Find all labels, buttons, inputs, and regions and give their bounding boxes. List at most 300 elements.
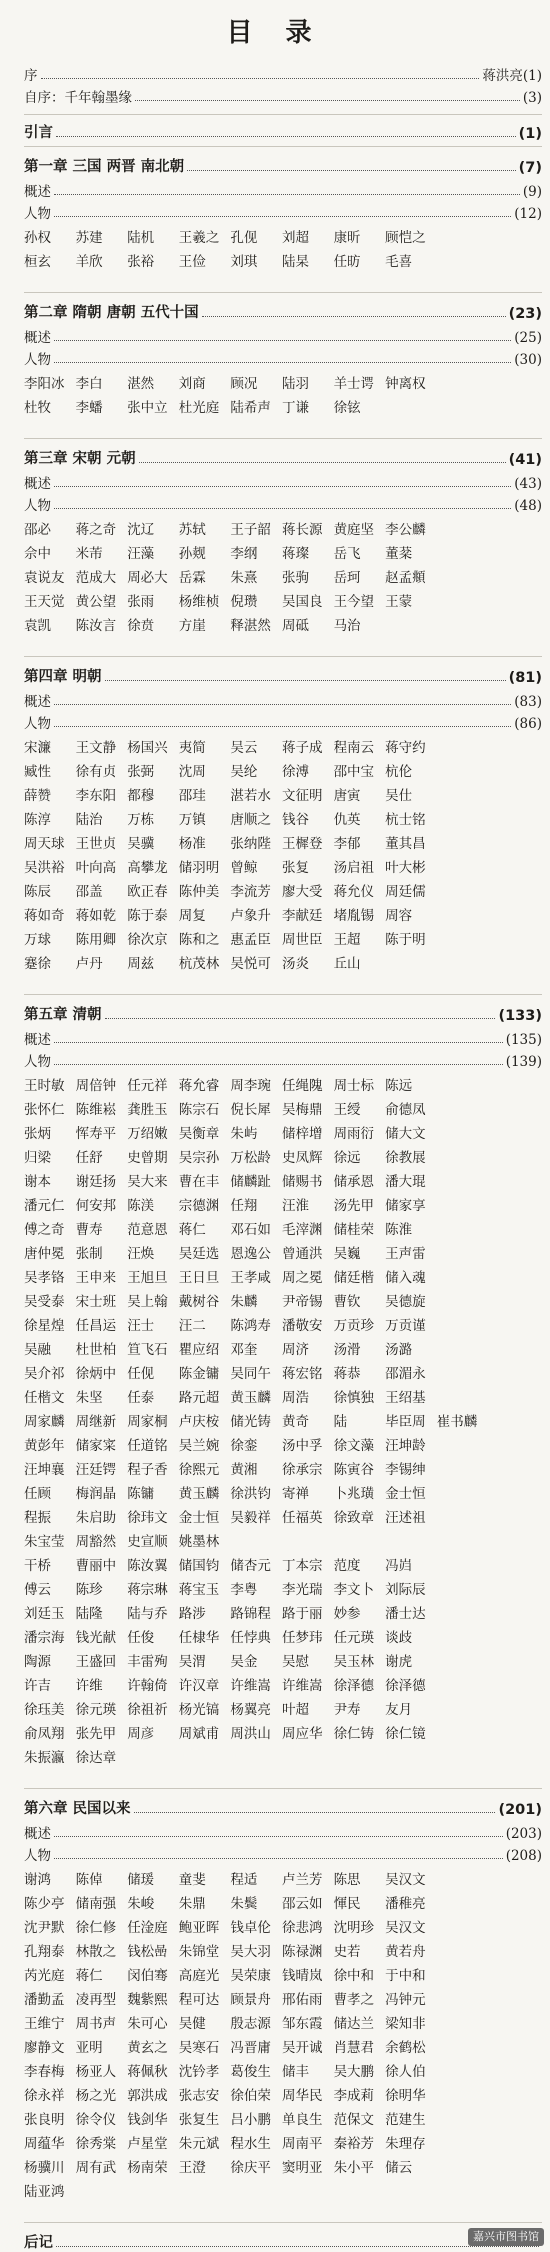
person-name[interactable]: 李锡绅: [385, 1462, 426, 1478]
person-name[interactable]: 顾景舟: [230, 1992, 271, 2008]
person-name[interactable]: 金士恒: [178, 1510, 220, 1526]
person-name[interactable]: 谢本: [24, 1174, 51, 1190]
person-name[interactable]: 俞德凤: [385, 1102, 426, 1118]
person-name[interactable]: 朱元斌: [178, 2136, 220, 2152]
person-name[interactable]: 湛若水: [230, 788, 271, 804]
person-name[interactable]: 宗德渊: [178, 1198, 220, 1214]
person-name[interactable]: 徐洪钧: [230, 1486, 271, 1502]
person-name[interactable]: 徐教展: [385, 1150, 426, 1166]
person-name[interactable]: 周复: [178, 908, 206, 924]
person-name[interactable]: 周李琬: [230, 1078, 271, 1094]
person-name[interactable]: 陆机: [127, 230, 155, 246]
person-name[interactable]: 史凤辉: [281, 1150, 323, 1166]
person-name[interactable]: 何安邦: [75, 1198, 117, 1214]
person-name[interactable]: 潘士达: [385, 1606, 426, 1622]
person-name[interactable]: 潘宗海: [24, 1630, 65, 1646]
person-name[interactable]: 郭洪成: [127, 2088, 168, 2104]
person-name[interactable]: 任梦玮: [281, 1630, 323, 1646]
person-name[interactable]: 薛赞: [24, 788, 51, 804]
person-name[interactable]: 王孝咸: [230, 1270, 271, 1286]
person-name[interactable]: 陈渼: [127, 1198, 155, 1214]
person-name[interactable]: 妙参: [333, 1606, 361, 1622]
person-name[interactable]: 曹钦: [333, 1294, 361, 1310]
person-name[interactable]: 王樨登: [281, 836, 323, 852]
person-name[interactable]: 吴梅鼎: [281, 1102, 323, 1118]
person-name[interactable]: 汤先甲: [333, 1198, 375, 1214]
person-name[interactable]: 吴受泰: [24, 1294, 65, 1310]
person-name[interactable]: 陈思: [333, 1872, 361, 1888]
person-name[interactable]: 王今望: [333, 594, 375, 610]
person-name[interactable]: 吴巍: [333, 1246, 361, 1262]
person-name[interactable]: 陆治: [75, 812, 103, 828]
person-name[interactable]: 陈维崧: [75, 1102, 117, 1118]
person-name[interactable]: 孔翔泰: [24, 1944, 65, 1960]
person-name[interactable]: 佘中: [24, 546, 51, 562]
person-name[interactable]: 任淦庭: [127, 1920, 168, 1936]
person-name[interactable]: 万松龄: [230, 1150, 271, 1166]
person-name[interactable]: 高攀龙: [127, 860, 168, 876]
person-name[interactable]: 凌再型: [75, 1992, 117, 2008]
person-name[interactable]: 蒋如乾: [75, 908, 117, 924]
person-name[interactable]: 汪焕: [127, 1246, 155, 1262]
person-name[interactable]: 谈歧: [385, 1630, 413, 1646]
person-name[interactable]: 史若: [333, 1944, 361, 1960]
person-name[interactable]: 万贡谨: [385, 1318, 426, 1334]
person-name[interactable]: 秦裕芳: [333, 2136, 375, 2152]
person-name[interactable]: 友月: [385, 1702, 413, 1718]
person-name[interactable]: 吴介祁: [24, 1366, 65, 1382]
person-name[interactable]: 徐永祥: [24, 2088, 65, 2104]
person-name[interactable]: 金士恒: [385, 1486, 426, 1502]
person-name[interactable]: 储杏元: [230, 1558, 271, 1574]
person-name[interactable]: 周有武: [75, 2160, 117, 2176]
person-name[interactable]: 史宣顺: [127, 1534, 168, 1550]
person-name[interactable]: 陈于明: [385, 932, 426, 948]
person-name[interactable]: 刘超: [281, 230, 309, 246]
person-name[interactable]: 张良明: [24, 2112, 65, 2128]
person-name[interactable]: 徐泽德: [385, 1678, 426, 1694]
person-name[interactable]: 李阳冰: [24, 376, 65, 392]
person-name[interactable]: 汤滑: [333, 1342, 361, 1358]
person-name[interactable]: 徐仁铸: [333, 1726, 375, 1742]
person-name[interactable]: 邵珪: [178, 788, 206, 804]
person-name[interactable]: 吴仕: [385, 788, 413, 804]
person-name[interactable]: 葛俊生: [230, 2064, 271, 2080]
person-name[interactable]: 徐贲: [127, 618, 155, 634]
person-name[interactable]: 董其昌: [385, 836, 426, 852]
person-name[interactable]: 陈汝翼: [127, 1558, 168, 1574]
person-name[interactable]: 卢象升: [230, 908, 271, 924]
person-name[interactable]: 周廷儒: [385, 884, 426, 900]
person-name[interactable]: 陈用卿: [75, 932, 117, 948]
person-name[interactable]: 岳飞: [333, 546, 361, 562]
person-name[interactable]: 汤炎: [281, 956, 309, 972]
person-name[interactable]: 李文卜: [333, 1582, 375, 1598]
person-name[interactable]: 蒋宝玉: [178, 1582, 220, 1598]
person-name[interactable]: 张复生: [178, 2112, 220, 2128]
person-name[interactable]: 朱屿: [230, 1126, 258, 1142]
person-name[interactable]: 寄禅: [281, 1486, 309, 1502]
person-name[interactable]: 蒋长源: [281, 522, 323, 538]
person-name[interactable]: 钱卓伦: [230, 1920, 271, 1936]
person-name[interactable]: 杨之光: [75, 2088, 117, 2104]
person-name[interactable]: 卜兆璜: [333, 1486, 375, 1502]
person-name[interactable]: 徐有贞: [75, 764, 117, 780]
person-name[interactable]: 鲍亚晖: [178, 1920, 220, 1936]
person-name[interactable]: 储廷楷: [333, 1270, 375, 1286]
person-name[interactable]: 刘廷玉: [24, 1606, 65, 1622]
person-name[interactable]: 储南强: [75, 1896, 117, 1912]
person-name[interactable]: 邓石如: [230, 1222, 271, 1238]
person-name[interactable]: 范度: [333, 1558, 361, 1574]
person-name[interactable]: 徐中和: [333, 1968, 375, 1984]
person-name[interactable]: 任昌运: [75, 1318, 117, 1334]
person-name[interactable]: 周兹: [127, 956, 155, 972]
person-name[interactable]: 吕小鹏: [230, 2112, 271, 2128]
chapter-4-people[interactable]: [24, 710, 542, 732]
person-name[interactable]: 储瑗: [127, 1872, 155, 1888]
person-name[interactable]: 李白: [75, 376, 103, 392]
person-name[interactable]: 徐溥: [281, 764, 309, 780]
person-name[interactable]: 张志安: [178, 2088, 220, 2104]
person-name[interactable]: 周斌甫: [178, 1726, 220, 1742]
person-name[interactable]: 朱理存: [385, 2136, 426, 2152]
person-name[interactable]: 黄公望: [75, 594, 117, 610]
person-name[interactable]: 周家麟: [24, 1414, 65, 1430]
person-name[interactable]: 陈寅谷: [333, 1462, 375, 1478]
person-name[interactable]: 蒋子成: [281, 740, 323, 756]
person-name[interactable]: 肖慧君: [333, 2040, 375, 2056]
person-name[interactable]: 徐悲鸿: [281, 1920, 323, 1936]
person-name[interactable]: 汪述祖: [385, 1510, 426, 1526]
person-name[interactable]: 徐熙元: [178, 1462, 220, 1478]
person-name[interactable]: 吴毅祥: [230, 1510, 271, 1526]
person-name[interactable]: 魏紫熙: [127, 1992, 168, 2008]
person-name[interactable]: 傅之奇: [24, 1222, 65, 1238]
person-name[interactable]: 陈金镛: [178, 1366, 220, 1382]
person-name[interactable]: 吴汉文: [385, 1920, 426, 1936]
person-name[interactable]: 尹寿: [333, 1702, 361, 1718]
chapter-5-heading[interactable]: [24, 1002, 542, 1024]
person-name[interactable]: 钱晴岚: [281, 1968, 323, 1984]
person-name[interactable]: 张弼: [127, 764, 155, 780]
person-name[interactable]: 杨骥川: [24, 2160, 65, 2176]
chapter-2-people[interactable]: [24, 346, 542, 368]
person-name[interactable]: 蒋如奇: [24, 908, 65, 924]
person-name[interactable]: 沈钤孝: [178, 2064, 220, 2080]
person-name[interactable]: 倪长犀: [230, 1102, 271, 1118]
person-name[interactable]: 钟离权: [385, 376, 426, 392]
person-name[interactable]: 倪瓒: [230, 594, 258, 610]
person-name[interactable]: 林散之: [75, 1944, 117, 1960]
person-name[interactable]: 戴树谷: [178, 1294, 220, 1310]
person-name[interactable]: 陈宗石: [178, 1102, 220, 1118]
person-name[interactable]: 储大文: [385, 1126, 426, 1142]
person-name[interactable]: 钱剑华: [127, 2112, 168, 2128]
person-name[interactable]: 周容: [385, 908, 413, 924]
person-name[interactable]: 任楷文: [24, 1390, 65, 1406]
person-name[interactable]: 王蒙: [385, 594, 413, 610]
person-name[interactable]: 杜牧: [24, 400, 51, 416]
person-name[interactable]: 储梓增: [281, 1126, 323, 1142]
person-name[interactable]: 邓奎: [230, 1342, 258, 1358]
person-name[interactable]: 黄若舟: [385, 1944, 426, 1960]
person-name[interactable]: 蒋仁: [75, 1968, 103, 1984]
person-name[interactable]: 黄玄之: [127, 2040, 168, 2056]
person-name[interactable]: 任棣华: [178, 1630, 220, 1646]
person-name[interactable]: 曾通洪: [281, 1246, 323, 1262]
person-name[interactable]: 万球: [24, 932, 51, 948]
person-name[interactable]: 恩逸公: [230, 1246, 271, 1262]
person-name[interactable]: 闵伯骞: [127, 1968, 168, 1984]
person-name[interactable]: 丁谦: [281, 400, 309, 416]
person-name[interactable]: 陈镛: [127, 1486, 155, 1502]
person-name[interactable]: 陆亚鸿: [24, 2184, 65, 2200]
person-name[interactable]: 陈少亭: [24, 1896, 65, 1912]
person-name[interactable]: 周蕴华: [24, 2136, 65, 2152]
person-name[interactable]: 任翔: [230, 1198, 258, 1214]
person-name[interactable]: 都穆: [127, 788, 155, 804]
person-name[interactable]: 储入魂: [385, 1270, 426, 1286]
person-name[interactable]: 袁说友: [24, 570, 65, 586]
person-name[interactable]: 沈尹默: [24, 1920, 65, 1936]
chapter-6-people[interactable]: [24, 1842, 542, 1864]
person-name[interactable]: 邵中宝: [333, 764, 375, 780]
person-name[interactable]: 程南云: [333, 740, 375, 756]
person-name[interactable]: 张制: [75, 1246, 103, 1262]
chapter-5-overview[interactable]: [24, 1026, 542, 1048]
person-name[interactable]: 蒋之奇: [75, 522, 117, 538]
person-name[interactable]: 吴兰婉: [178, 1438, 220, 1454]
person-name[interactable]: 周济: [281, 1342, 309, 1358]
person-name[interactable]: 卢兰芳: [281, 1872, 323, 1888]
person-name[interactable]: 汪淮: [281, 1198, 309, 1214]
person-name[interactable]: 余鹤松: [385, 2040, 426, 2056]
person-name[interactable]: 杨准: [178, 836, 206, 852]
person-name[interactable]: 周豁然: [75, 1534, 117, 1550]
person-name[interactable]: 毛喜: [385, 254, 413, 270]
person-name[interactable]: 范意恩: [127, 1222, 168, 1238]
person-name[interactable]: 陈汝言: [75, 618, 117, 634]
person-name[interactable]: 王维宁: [24, 2016, 65, 2032]
person-name[interactable]: 徐文藻: [333, 1438, 375, 1454]
person-name[interactable]: 李东阳: [75, 788, 117, 804]
person-name[interactable]: 许维: [75, 1678, 103, 1694]
chapter-1-people[interactable]: [24, 200, 542, 222]
person-name[interactable]: 王旭旦: [127, 1270, 168, 1286]
person-name[interactable]: 周继新: [75, 1414, 117, 1430]
person-name[interactable]: 王超: [333, 932, 361, 948]
person-name[interactable]: 张复: [281, 860, 309, 876]
person-name[interactable]: 蒋璨: [281, 546, 309, 562]
chapter-6-overview[interactable]: [24, 1820, 542, 1842]
person-name[interactable]: 任福英: [281, 1510, 323, 1526]
person-name[interactable]: 钱谷: [281, 812, 309, 828]
person-name[interactable]: 朱可心: [127, 2016, 168, 2032]
person-name[interactable]: 干桥: [24, 1558, 51, 1574]
person-name[interactable]: 康昕: [333, 230, 361, 246]
person-name[interactable]: 王日旦: [178, 1270, 220, 1286]
chapter-1-overview[interactable]: [24, 178, 542, 200]
person-name[interactable]: 释湛然: [230, 618, 271, 634]
person-name[interactable]: 王文静: [75, 740, 117, 756]
person-name[interactable]: 任伣: [127, 1366, 155, 1382]
chapter-2-heading[interactable]: [24, 300, 542, 322]
person-name[interactable]: 蒋允睿: [178, 1078, 220, 1094]
person-name[interactable]: 刘际辰: [385, 1582, 426, 1598]
person-name[interactable]: 朱熹: [230, 570, 258, 586]
person-name[interactable]: 朱锦堂: [178, 1944, 220, 1960]
person-name[interactable]: 张驹: [281, 570, 309, 586]
person-name[interactable]: 杜光庭: [178, 400, 220, 416]
person-name[interactable]: 李流芳: [230, 884, 271, 900]
person-name[interactable]: 陶源: [24, 1654, 51, 1670]
person-name[interactable]: 汪士: [127, 1318, 155, 1334]
person-name[interactable]: 陈禄渊: [281, 1944, 323, 1960]
person-name[interactable]: 俞凤翔: [24, 1726, 65, 1742]
person-name[interactable]: 曹丽中: [75, 1558, 117, 1574]
person-name[interactable]: 文征明: [281, 788, 323, 804]
person-name[interactable]: 王申来: [75, 1270, 117, 1286]
person-name[interactable]: 吴孝铬: [24, 1270, 65, 1286]
person-name[interactable]: 徐次京: [127, 932, 168, 948]
person-name[interactable]: 储桂荣: [333, 1222, 375, 1238]
person-name[interactable]: 窦明亚: [281, 2160, 323, 2176]
person-name[interactable]: 吴开诚: [281, 2040, 323, 2056]
person-name[interactable]: 周洪山: [230, 1726, 271, 1742]
person-name[interactable]: 堵胤锡: [333, 908, 375, 924]
person-name[interactable]: 王绍基: [385, 1390, 426, 1406]
person-name[interactable]: 吴荣康: [230, 1968, 271, 1984]
person-name[interactable]: 徐仁镜: [385, 1726, 426, 1742]
person-name[interactable]: 汪廷锷: [75, 1462, 117, 1478]
person-name[interactable]: 黄玉麟: [230, 1390, 271, 1406]
person-name[interactable]: 孔伣: [230, 230, 258, 246]
person-name[interactable]: 徐令仪: [75, 2112, 117, 2128]
person-name[interactable]: 徐祖祈: [127, 1702, 168, 1718]
person-name[interactable]: 范保文: [333, 2112, 375, 2128]
person-name[interactable]: 廖静文: [24, 2040, 65, 2056]
person-name[interactable]: 汪坤龄: [385, 1438, 426, 1454]
person-name[interactable]: 朱峻: [127, 1896, 155, 1912]
person-name[interactable]: 陈珍: [75, 1582, 103, 1598]
person-name[interactable]: 米芾: [75, 546, 103, 562]
person-name[interactable]: 陈倬: [75, 1872, 103, 1888]
person-name[interactable]: 任泰: [127, 1390, 155, 1406]
person-name[interactable]: 蒋守约: [385, 740, 426, 756]
person-name[interactable]: 徐銮: [230, 1438, 258, 1454]
person-name[interactable]: 卢丹: [75, 956, 103, 972]
person-name[interactable]: 宋士班: [75, 1294, 117, 1310]
person-name[interactable]: 亚明: [75, 2040, 103, 2056]
person-name[interactable]: 吴融: [24, 1342, 51, 1358]
person-name[interactable]: 徐星煌: [24, 1318, 65, 1334]
person-name[interactable]: 吴渭: [178, 1654, 206, 1670]
person-name[interactable]: 瞿应绍: [178, 1342, 220, 1358]
person-name[interactable]: 臧性: [24, 764, 51, 780]
person-name[interactable]: 张裕: [127, 254, 155, 270]
person-name[interactable]: 李光瑞: [281, 1582, 323, 1598]
person-name[interactable]: 钱松喦: [127, 1944, 168, 1960]
person-name[interactable]: 归梁: [24, 1150, 51, 1166]
person-name[interactable]: 许翰倚: [127, 1678, 168, 1694]
person-name[interactable]: 万镇: [178, 812, 206, 828]
person-name[interactable]: 羊欣: [75, 254, 103, 270]
person-name[interactable]: 杭士铭: [385, 812, 426, 828]
person-name[interactable]: 邹东霞: [281, 2016, 323, 2032]
person-name[interactable]: 杨亚人: [75, 2064, 117, 2080]
person-name[interactable]: 邵必: [24, 522, 51, 538]
person-name[interactable]: 苏轼: [178, 522, 206, 538]
person-name[interactable]: 李公麟: [385, 522, 426, 538]
person-name[interactable]: 潘大琨: [385, 1174, 426, 1190]
person-name[interactable]: 路锦程: [230, 1606, 271, 1622]
person-name[interactable]: 储云: [385, 2160, 413, 2176]
person-name[interactable]: 潘敬安: [281, 1318, 323, 1334]
person-name[interactable]: 吴寒石: [178, 2040, 220, 2056]
person-name[interactable]: 朱振瀛: [24, 1750, 65, 1766]
person-name[interactable]: 储承恩: [333, 1174, 375, 1190]
person-name[interactable]: 吴大来: [127, 1174, 168, 1190]
person-name[interactable]: 李粤: [230, 1582, 258, 1598]
person-name[interactable]: 周必大: [127, 570, 168, 586]
person-name[interactable]: 储家寀: [75, 1438, 117, 1454]
person-name[interactable]: 吴健: [178, 2016, 206, 2032]
person-name[interactable]: 沈辽: [127, 522, 155, 538]
introduction-entry[interactable]: [24, 120, 542, 142]
person-name[interactable]: 路于丽: [281, 1606, 323, 1622]
person-name[interactable]: 周华民: [281, 2088, 323, 2104]
person-name[interactable]: 储赐书: [281, 1174, 323, 1190]
person-name[interactable]: 尹帝锡: [281, 1294, 323, 1310]
person-name[interactable]: 丁本宗: [281, 1558, 323, 1574]
person-name[interactable]: 高庭光: [178, 1968, 220, 1984]
person-name[interactable]: 曹在丰: [178, 1174, 220, 1190]
person-name[interactable]: 周浩: [281, 1390, 309, 1406]
person-name[interactable]: 姚墨林: [178, 1534, 220, 1550]
chapter-3-people[interactable]: [24, 492, 542, 514]
person-name[interactable]: 邵云如: [281, 1896, 323, 1912]
person-name[interactable]: 邵湄永: [385, 1366, 426, 1382]
person-name[interactable]: 储丰: [281, 2064, 309, 2080]
person-name[interactable]: 朱坚: [75, 1390, 103, 1406]
person-name[interactable]: 陈远: [385, 1078, 413, 1094]
person-name[interactable]: 李春梅: [24, 2064, 65, 2080]
person-name[interactable]: 袁凯: [24, 618, 51, 634]
person-name[interactable]: 刘商: [178, 376, 206, 392]
person-name[interactable]: 陆羽: [281, 376, 309, 392]
person-name[interactable]: 欧正春: [127, 884, 168, 900]
person-name[interactable]: 宋濂: [24, 740, 51, 756]
person-name[interactable]: 冯钟元: [385, 1992, 426, 2008]
person-name[interactable]: 崔书麟: [436, 1414, 478, 1430]
person-name[interactable]: 吴宗孙: [178, 1150, 220, 1166]
person-name[interactable]: 蒋宗琳: [127, 1582, 168, 1598]
person-name[interactable]: 傅云: [24, 1582, 51, 1598]
person-name[interactable]: 吴大羽: [230, 1944, 271, 1960]
person-name[interactable]: 汤潞: [385, 1342, 413, 1358]
person-name[interactable]: 刘琪: [230, 254, 258, 270]
person-name[interactable]: 赵孟頫: [385, 570, 426, 586]
person-name[interactable]: 谢鸿: [24, 1872, 51, 1888]
chapter-5-people[interactable]: [24, 1048, 542, 1070]
person-name[interactable]: 范建生: [385, 2112, 426, 2128]
person-name[interactable]: 蒋宏铭: [281, 1366, 323, 1382]
person-name[interactable]: 吴廷选: [178, 1246, 220, 1262]
person-name[interactable]: 吴大鹏: [333, 2064, 375, 2080]
person-name[interactable]: 李纲: [230, 546, 258, 562]
person-name[interactable]: 卢星堂: [127, 2136, 168, 2152]
